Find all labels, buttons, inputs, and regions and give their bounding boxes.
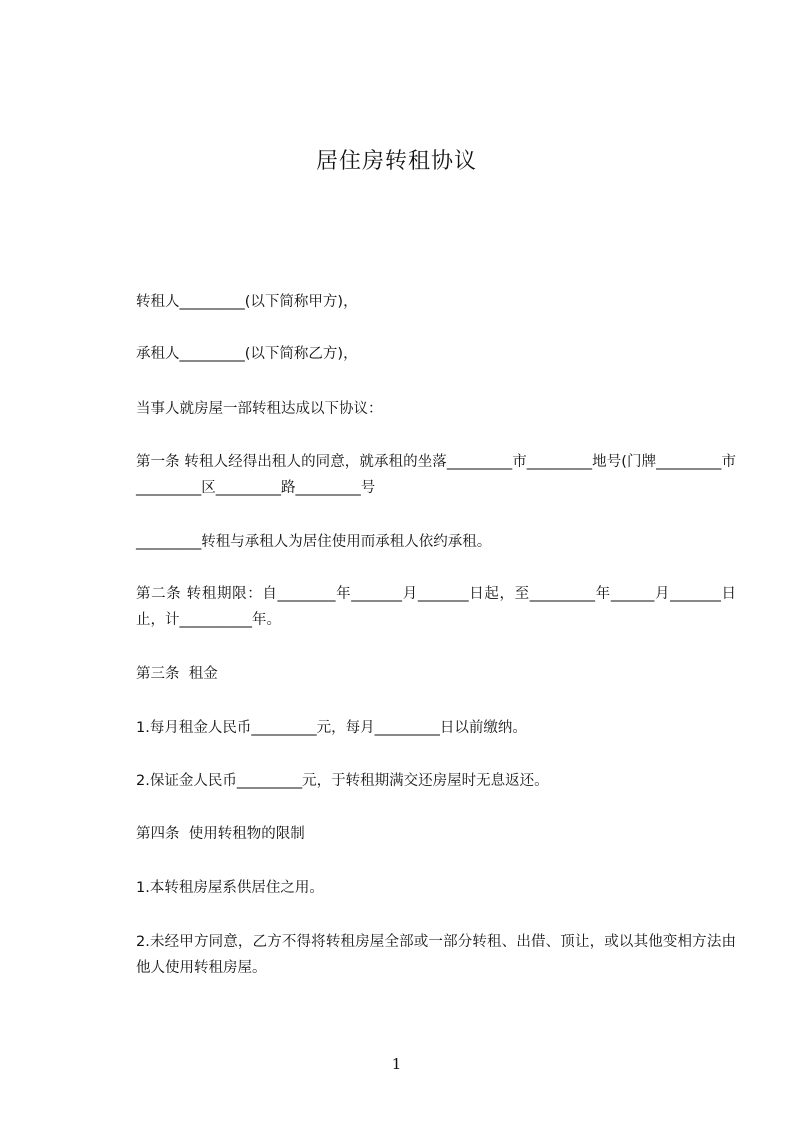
paragraph-sublessor: 转租人_________(以下简称甲方)，	[136, 294, 358, 310]
paragraph-use-purpose: 1.本转租房屋系供居住之用。	[136, 880, 324, 896]
paragraph-article-1-cont: _________转租与承租人为居住使用而承租人依约承租。	[136, 534, 492, 550]
paragraph-preamble: 当事人就房屋一部转租达成以下协议：	[136, 401, 383, 417]
paragraph-sublessee: 承租人_________(以下简称乙方)，	[136, 346, 358, 362]
page-number: 1	[391, 1055, 402, 1073]
document-title: 居住房转租协议	[315, 149, 477, 174]
heading-article-4: 第四条 使用转租物的限制	[136, 826, 305, 842]
paragraph-article-2: 第二条 转租期限：自________年_______月_______日起，至_________年______月_______日止，计__________年。	[136, 586, 736, 628]
paragraph-rent: 1.每月租金人民币_________元，每月_________日以前缴纳。	[136, 720, 527, 736]
heading-article-3: 第三条 租金	[136, 666, 218, 682]
paragraph-article-1: 第一条 转租人经得出租人的同意，就承租的坐落_________市_________地号(门牌_________市_________区_________路_________号	[136, 454, 736, 496]
paragraph-sublease-restriction: 2.未经甲方同意，乙方不得将转租房屋全部或一部分转租、出借、顶让，或以其他变相方法由他人使用转租房屋。	[136, 934, 736, 976]
paragraph-deposit: 2.保证金人民币_________元，于转租期满交还房屋时无息返还。	[136, 773, 549, 789]
